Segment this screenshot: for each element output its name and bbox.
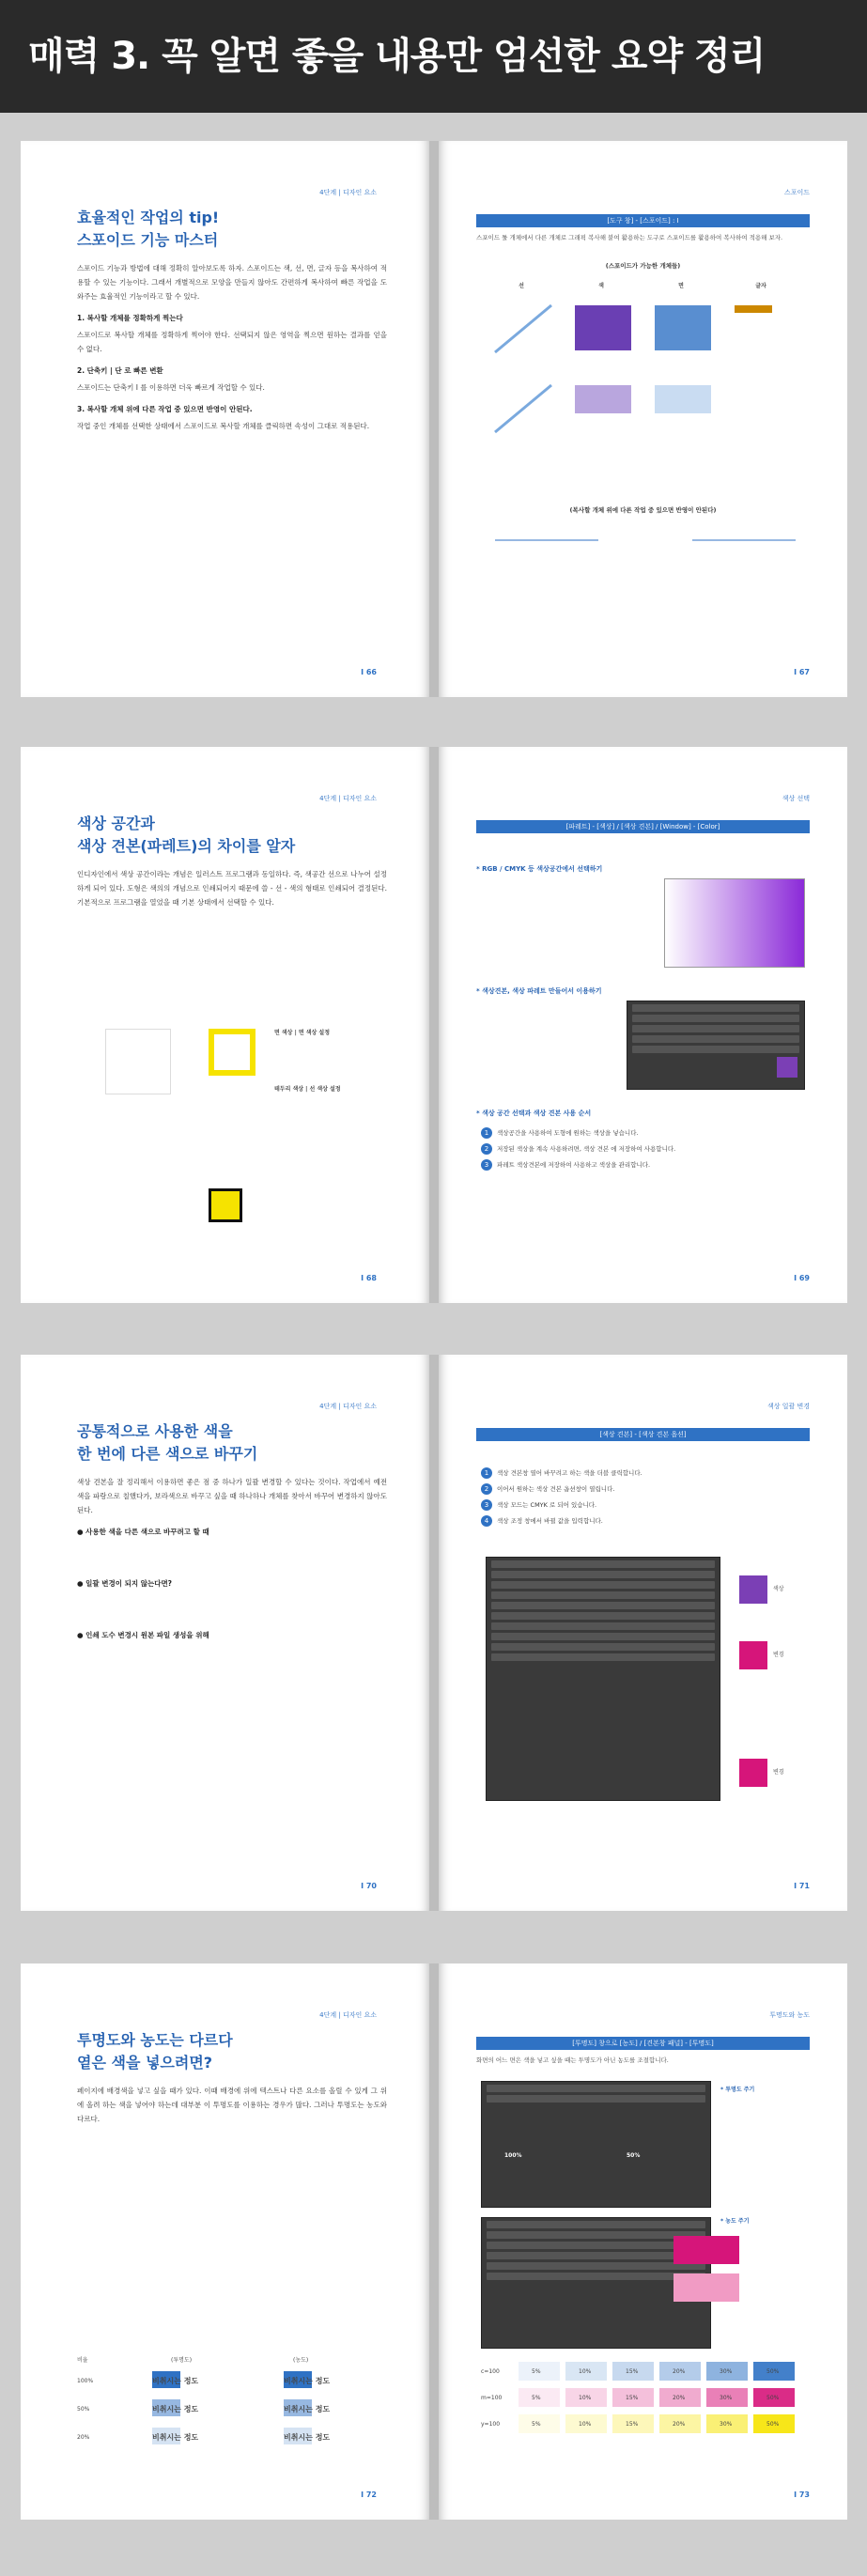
col-label-text: 글자 (755, 283, 766, 289)
section-order: * 색상 공간 선택과 색상 견본 사용 순서 (476, 1110, 592, 1117)
note-opacity: * 투명도 주기 (720, 2087, 755, 2093)
stroke-swatch (209, 1029, 255, 1076)
row-label-50: 50% (77, 2406, 90, 2413)
note-tint: * 농도 주기 (720, 2218, 750, 2225)
pct-100: 100% (504, 2152, 522, 2159)
col-label-line: 선 (519, 283, 524, 289)
page-number: I 67 (794, 668, 810, 676)
spread-page-68-69 (21, 747, 847, 1303)
step-1-text: 색상 견본창 열어 바꾸려고 하는 색을 더블 클릭합니다. (497, 1469, 643, 1477)
page-73 (439, 1963, 847, 2520)
step-3-badge: 3 (481, 1159, 492, 1171)
top-banner (0, 0, 867, 113)
page-title (77, 1420, 387, 1466)
tint-grid-label: 15% (626, 2395, 639, 2401)
page-66 (21, 141, 429, 697)
title-line-2: 스포이드 기능 마스터 (77, 231, 219, 249)
subhead-2: ● 일괄 변경이 되지 않는다면? (77, 1579, 173, 1588)
step-3-text: 파레트 색상견본에 저장하여 사용하고 색상을 관리합니다. (497, 1161, 651, 1169)
body-text (77, 867, 387, 917)
running-header: 4단계 | 디자인 요소 (319, 1403, 377, 1410)
step-2-text: 이어서 원하는 색상 견본 옵션창이 열립니다. (497, 1485, 615, 1493)
magenta-block-2 (739, 1759, 767, 1787)
tint-grid-label: 5% (532, 2421, 541, 2428)
page-number: I 71 (794, 1882, 810, 1890)
tint-grid-label: 10% (579, 2395, 592, 2401)
intro-paragraph: 페이지에 배경색을 넣고 싶을 때가 있다. 이때 배경에 위에 텍스트나 다른 요소를 올릴 수 있게 그 위에 올려 하는 색을 넣어야 하는데 대부분 이 투명도를 이용하는 경우가 많다. 그러나 투명도는 농도와 다르다. (77, 2087, 387, 2123)
paragraph-2: 스포이드는 단축키 I 를 이용하면 더욱 빠르게 작업할 수 있다. (77, 383, 265, 392)
col-label-fill: 면 (678, 283, 684, 289)
step-2-badge: 2 (481, 1483, 492, 1495)
eyedropper-examples-figure (486, 296, 805, 437)
title-line-1: 공통적으로 사용한 색을 (77, 1422, 233, 1440)
spread-page-66-67 (21, 141, 847, 697)
menu-path-bar: [색상 견본] - [색상 견본 옵션] (476, 1428, 810, 1441)
figure-caption: (스포이드가 가능한 개체들) (605, 262, 681, 270)
grid-row-y: y=100 (481, 2421, 501, 2428)
paragraph-3: 작업 중인 개체를 선택한 상태에서 스포이드로 복사할 개체를 클릭하면 속성이 그대로 적용된다. (77, 422, 370, 430)
table-col-opacity: (투명도) (171, 2357, 193, 2364)
intro-paragraph: 인디자인에서 색상 공간이라는 개념은 일러스트 프로그램과 동일하다. 즉, 색공간 선으로 나누어 설정하게 되어 있다. 도형은 색의의 개념으로 인쇄되어지 때문에 쓸 - 선 - 색의 형태로 인쇄되어 결정된다. 기본적으로 프로그램을 열었을 때 기본 상태에서 선택할 수 있다. (77, 870, 387, 907)
purple-swatch (777, 1057, 797, 1078)
spread-page-70-71 (21, 1355, 847, 1911)
banner-title: 매력 3. 꼭 알면 좋을 내용만 엄선한 요약 정리 (28, 35, 766, 78)
running-header: 4단계 | 디자인 요소 (319, 2011, 377, 2019)
tint-grid-label: 20% (673, 2395, 686, 2401)
step-1-text: 색상공간을 사용하여 도형에 원하는 색상을 넣습니다. (497, 1129, 639, 1137)
running-header: 색상 일괄 변경 (766, 1403, 810, 1410)
intro-paragraph: 스포이드 기능과 방법에 대해 정확히 알아보도록 하자. 스포이드는 색, 선, 면, 글자 등을 복사하여 적용할 수 있는 기능이다. 그래서 개별적으로 모양을 만들지 않아도 간편하게 복사하여 빠른 작업을 도와주는 효율적인 기능이라고 할 수 있다. (77, 264, 387, 301)
magenta-block-1 (739, 1641, 767, 1669)
transparency-panel (481, 2081, 711, 2208)
tag-change-2: 변경 (773, 1769, 784, 1776)
purple-block (739, 1575, 767, 1604)
magenta-100 (673, 2236, 739, 2264)
page-70 (21, 1355, 429, 1911)
page-72 (21, 1963, 429, 2520)
page-71 (439, 1355, 847, 1911)
running-header: 투명도와 농도 (769, 2011, 810, 2019)
subhead-3: ● 인쇄 도수 변경시 원본 파일 생성을 위해 (77, 1631, 209, 1639)
tint-20-sample: 비취시는 정도 (284, 2433, 331, 2442)
transfer-example-figure (486, 521, 805, 578)
menu-path-bar: [파레트] - [색상] / [색상 견본] / [Window] - [Color] (476, 820, 810, 833)
running-header: 스포이드 (783, 189, 810, 196)
step-4-badge: 4 (481, 1515, 492, 1527)
tint-grid-label: 10% (579, 2421, 592, 2428)
tint-grid-label: 50% (766, 2368, 780, 2375)
step-1-badge: 1 (481, 1127, 492, 1139)
page-number: I 68 (361, 1274, 377, 1282)
grid-row-m: m=100 (481, 2395, 503, 2401)
page-number: I 69 (794, 1274, 810, 1282)
title-line-2: 한 번에 다른 색으로 바꾸기 (77, 1445, 258, 1463)
intro-text: 화면의 어느 면은 색을 넣고 싶을 때는 투명도가 아닌 농도를 조절합니다. (476, 2056, 669, 2064)
title-line-1: 색상 공간과 (77, 815, 155, 832)
tint-grid-label: 50% (766, 2395, 780, 2401)
table-col-ratio: 비율 (77, 2357, 88, 2364)
page-69 (439, 747, 847, 1303)
tint-100-sample: 비취시는 정도 (284, 2377, 331, 2385)
opacity-50-sample: 비취시는 정도 (152, 2405, 199, 2413)
running-header: 4단계 | 디자인 요소 (319, 795, 377, 802)
page-title (77, 2029, 387, 2074)
title-line-1: 효율적인 작업의 tip! (77, 209, 220, 226)
page-number: I 66 (361, 668, 377, 676)
label-stroke: 테두리 색상 | 선 색상 설정 (274, 1086, 341, 1093)
tint-grid-label: 20% (673, 2368, 686, 2375)
body-text (77, 1475, 387, 1645)
tint-grid-label: 5% (532, 2395, 541, 2401)
subhead-1: 1. 복사할 개체를 정확하게 찍는다 (77, 314, 183, 322)
body-text (77, 261, 387, 441)
page-67 (439, 141, 847, 697)
paragraph-1: 스포이드로 복사할 개체를 정확하게 찍어야 한다. 선택되지 않은 영역을 찍으면 원하는 결과를 얻을 수 없다. (77, 331, 387, 353)
tag-color: 색상 (773, 1586, 784, 1592)
step-3-badge: 3 (481, 1499, 492, 1511)
tint-grid-label: 30% (720, 2395, 733, 2401)
subhead-2: 2. 단축키 | 단 로 빠른 변환 (77, 366, 163, 375)
tint-grid-label: 50% (766, 2421, 780, 2428)
color-picker-panel (664, 878, 805, 968)
body-text (77, 2084, 387, 2134)
section-rgb-cmyk: * RGB / CMYK 등 색상공간에서 선택하기 (476, 865, 603, 873)
title-line-2: 옅은 색을 넣으려면? (77, 2054, 213, 2072)
subhead-1: ● 사용한 색을 다른 색으로 바꾸려고 할 때 (77, 1528, 209, 1536)
spread-page-72-73 (21, 1963, 847, 2520)
yellow-box-example (209, 1188, 242, 1222)
page-number: I 70 (361, 1882, 377, 1890)
intro-paragraph: 색상 견본을 잘 정리해서 이용하면 좋은 점 중 하나가 일괄 변경할 수 있다는 것이다. 작업에서 예전 색을 파랑으로 칠했다가, 보라색으로 바꾸고 싶을 때 하나하나 개체를 찾아서 바꾸어 변경하지 않아도 된다. (77, 1478, 387, 1514)
running-header: 4단계 | 디자인 요소 (319, 189, 377, 196)
step-2-text: 저장된 색상을 계속 사용하려면, 색상 견본 에 저장하여 사용합니다. (497, 1145, 676, 1153)
step-2-badge: 2 (481, 1143, 492, 1155)
page-68 (21, 747, 429, 1303)
col-label-color: 색 (598, 283, 604, 289)
grid-row-c: c=100 (481, 2368, 500, 2375)
step-4-text: 색상 조정 창에서 바뀔 값을 입력합니다. (497, 1517, 603, 1525)
opacity-100-sample: 비취시는 정도 (152, 2377, 199, 2385)
row-label-20: 20% (77, 2434, 90, 2441)
step-1-badge: 1 (481, 1467, 492, 1479)
tint-50-sample: 비취시는 정도 (284, 2405, 331, 2413)
fill-stroke-swatch (105, 1029, 171, 1094)
tint-grid-label: 30% (720, 2368, 733, 2375)
tint-grid-label: 5% (532, 2368, 541, 2375)
tool-path-bar: [도구 창] - [스포이드] : I (476, 214, 810, 227)
magenta-50 (673, 2273, 739, 2302)
pct-50: 50% (627, 2152, 641, 2159)
tag-change-1: 변경 (773, 1652, 784, 1658)
tint-grid-label: 10% (579, 2368, 592, 2375)
step-3-text: 색상 모드는 CMYK 로 되어 있습니다. (497, 1501, 597, 1509)
swatch-options-dialog (486, 1557, 720, 1801)
table-col-tint: (농도) (293, 2357, 309, 2364)
section-swatches: * 색상견본, 색상 파레트 만들어서 이용하기 (476, 987, 602, 995)
row-label-100: 100% (77, 2378, 94, 2384)
tint-grid-label: 30% (720, 2421, 733, 2428)
page-number: I 73 (794, 2491, 810, 2499)
subhead-3: 3. 복사할 개체 위에 다른 작업 중 있으면 반영이 안된다. (77, 405, 253, 413)
title-line-1: 투명도와 농도는 다르다 (77, 2031, 233, 2049)
title-line-2: 색상 견본(파레트)의 차이를 알자 (77, 837, 296, 855)
tint-grid-label: 15% (626, 2421, 639, 2428)
intro-text: 스포이드 툴 개체에서 다른 개체로 그래픽 복사해 붙여 활용하는 도구로 스포이드를 활용하여 복사하여 적용해 보자. (476, 234, 783, 241)
tint-grid-label: 15% (626, 2368, 639, 2375)
page-number: I 72 (361, 2491, 377, 2499)
menu-path-bar: [투명도] 창으로 [농도] / [견본창 패널] - [투명도] (476, 2037, 810, 2050)
tint-grid-label: 20% (673, 2421, 686, 2428)
running-header: 색상 선택 (782, 795, 810, 802)
page-title (77, 207, 387, 252)
label-fill: 면 색상 | 면 색상 설정 (274, 1030, 331, 1036)
figure-caption-2: (복사할 개체 위에 다른 작업 중 있으면 반영이 안된다) (569, 506, 717, 514)
opacity-20-sample: 비취시는 정도 (152, 2433, 199, 2442)
page-title (77, 813, 387, 858)
